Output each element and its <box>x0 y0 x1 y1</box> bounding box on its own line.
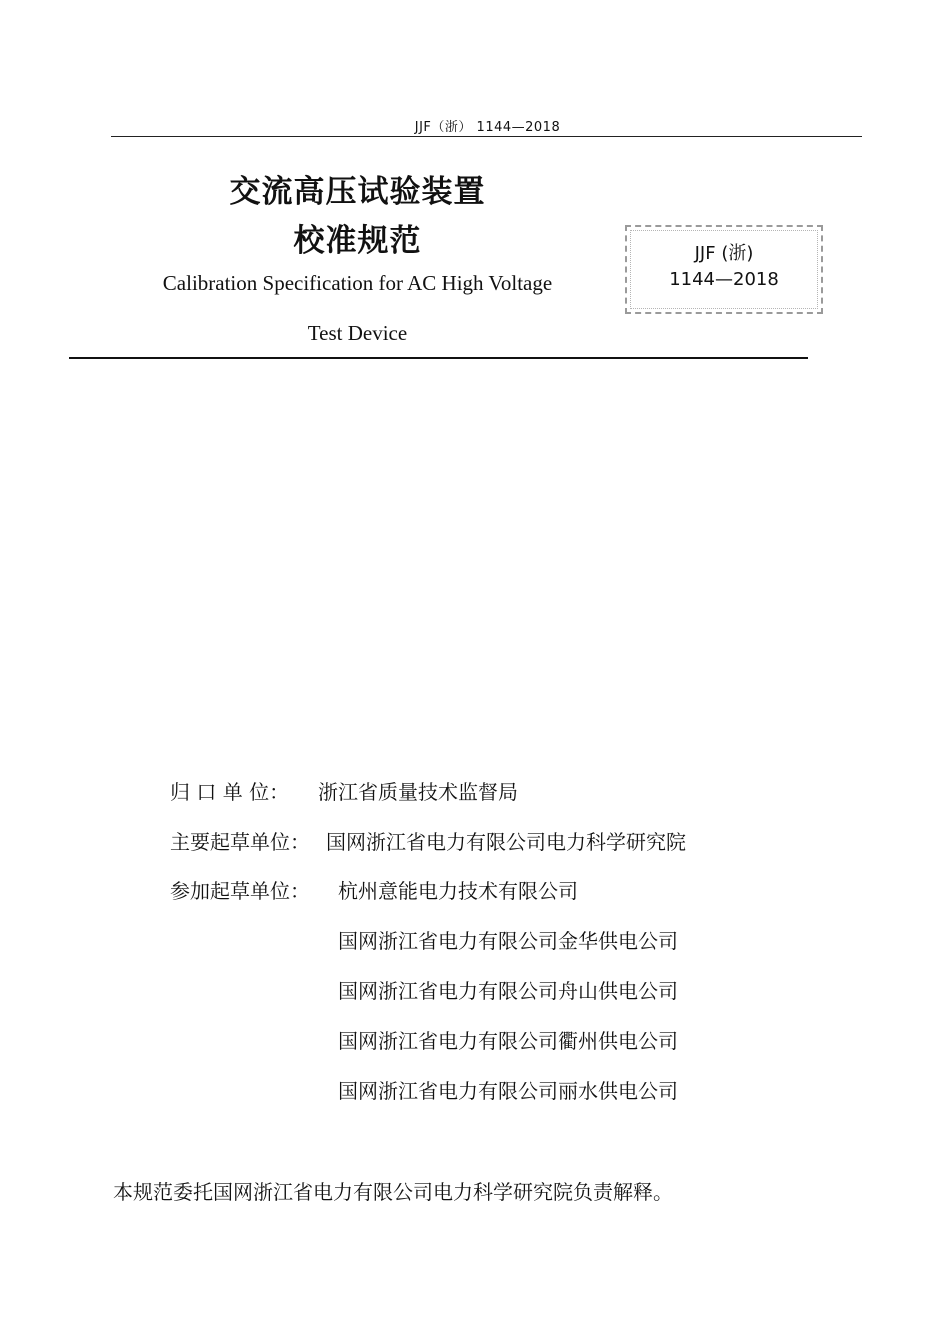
main-drafting-unit-label: 主要起草单位： <box>170 830 310 854</box>
header-standard-code: JJF（浙） 1144—2018 <box>414 120 561 135</box>
header-divider <box>111 136 862 137</box>
title-chinese-line-1: 交流高压试验装置 <box>229 174 486 210</box>
participating-unit: 国网浙江省电力有限公司衢州供电公司 <box>338 1029 678 1053</box>
participating-units-label: 参加起草单位： <box>170 879 310 903</box>
interpretation-note: 本规范委托国网浙江省电力有限公司电力科学研究院负责解释。 <box>113 1180 673 1204</box>
title-english-line-2: Test Device <box>307 321 408 345</box>
responsible-unit-label: 归 口 单 位： <box>170 780 290 804</box>
participating-unit: 杭州意能电力技术有限公司 <box>338 879 578 903</box>
stamp-number-line: 1144—2018 <box>669 269 779 290</box>
participating-unit: 国网浙江省电力有限公司舟山供电公司 <box>338 979 678 1003</box>
main-drafting-unit-value: 国网浙江省电力有限公司电力科学研究院 <box>326 830 686 854</box>
standard-number-stamp <box>625 225 823 314</box>
participating-unit: 国网浙江省电力有限公司金华供电公司 <box>338 929 678 953</box>
participating-unit: 国网浙江省电力有限公司丽水供电公司 <box>338 1079 678 1103</box>
title-divider <box>69 357 808 359</box>
title-english-line-1: Calibration Specification for AC High Voltage <box>162 271 553 295</box>
stamp-code-line: JJF (浙) <box>694 243 754 264</box>
responsible-unit-value: 浙江省质量技术监督局 <box>318 780 518 804</box>
title-chinese-line-2: 校准规范 <box>293 223 422 259</box>
